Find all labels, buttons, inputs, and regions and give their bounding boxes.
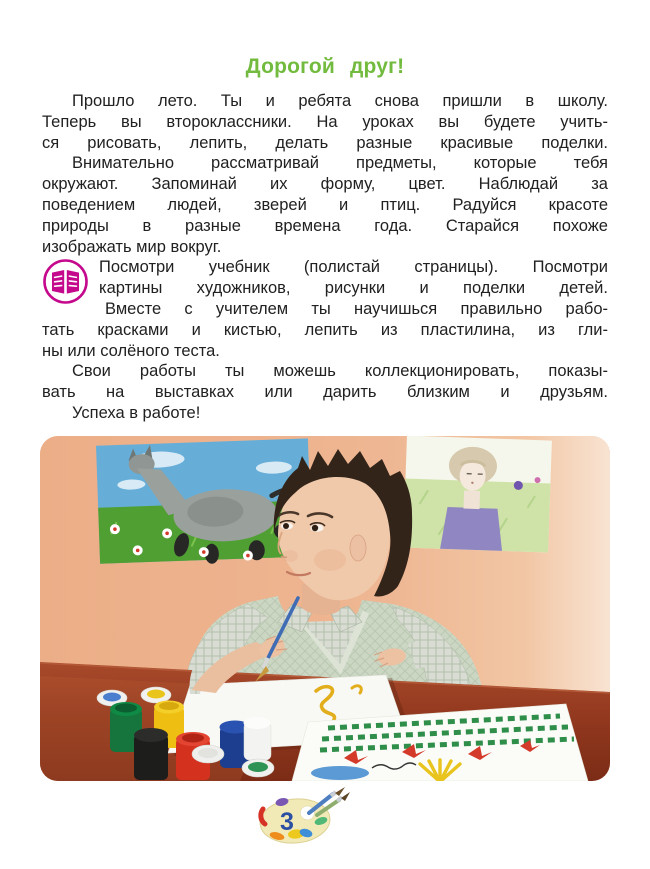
text-line: Теперь вы второклассники. На уроках вы будете учить- (42, 112, 608, 131)
text-line: Внимательно рассматривай предметы, которые тебя (72, 154, 608, 173)
text-line: поведением людей, зверей и птиц. Радуйся красоте (42, 195, 608, 214)
paragraph-3 (42, 257, 608, 299)
black-jar (134, 728, 168, 780)
paragraph-2 (42, 153, 608, 257)
paragraph-1 (42, 91, 608, 153)
paragraph-5 (42, 361, 608, 403)
page-number-palette (247, 787, 351, 845)
page-number: 3 (280, 807, 294, 836)
text-line: ны или солёного теста. (42, 341, 220, 360)
text-line: вать на выставках или дарить близким и друзьям. (42, 383, 608, 402)
classroom-photo (40, 436, 610, 781)
text-line: окружают. Запоминай их форму, цвет. Наблюдай за (42, 175, 608, 194)
text-line: Успеха в работе! (72, 403, 201, 422)
paragraph-4 (42, 299, 608, 361)
white-jar (244, 717, 272, 760)
paragraph-6 (42, 403, 608, 424)
text-line: тать красками и кистью, лепить из пластилина, из гли- (42, 320, 608, 339)
book-icon (42, 258, 89, 305)
boy-ear (350, 535, 366, 561)
text-line: Свои работы ты можешь коллекционировать, показы- (72, 362, 608, 381)
intro-text (42, 91, 608, 424)
text-line: Посмотри учебник (полистай страницы). Посмотри (99, 258, 608, 277)
text-line: изображать мир вокруг. (42, 237, 222, 256)
palette-icon (258, 787, 350, 845)
wall-drawing-girl (403, 436, 552, 553)
textbook-note-block (42, 257, 608, 361)
text-line: картины художников, рисунки и поделки детей. (99, 279, 608, 298)
text-line: Вместе с учителем ты научишься правильно рабо- (105, 299, 608, 318)
text-line: природы в разные времена года. Старайся похоже (42, 216, 608, 235)
page-title: Дорогой друг! (245, 55, 405, 78)
text-line: ся рисовать, лепить, делать разные красивые поделки. (42, 133, 608, 152)
text-line: Прошло лето. Ты и ребята снова пришли в школу. (72, 92, 608, 110)
